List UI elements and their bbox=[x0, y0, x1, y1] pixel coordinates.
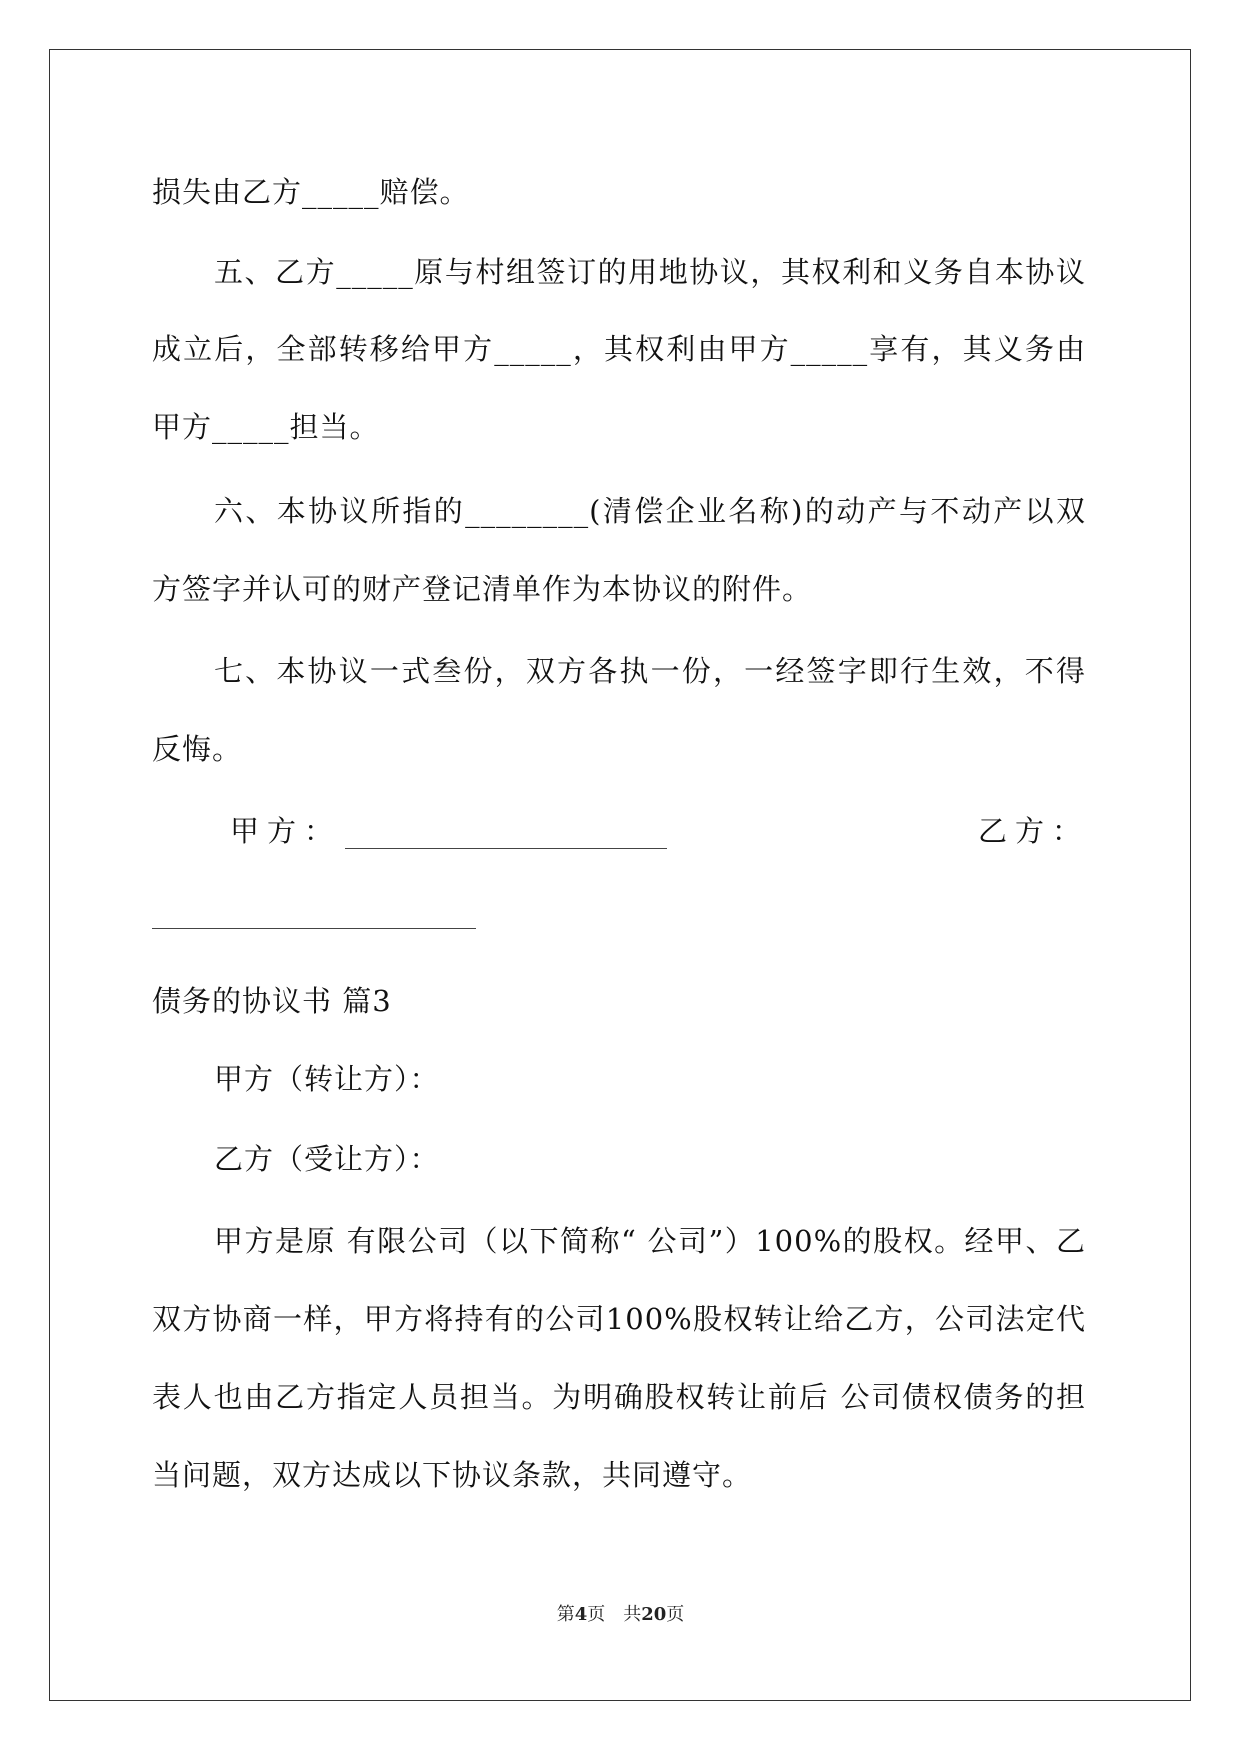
footer-prefix: 第 bbox=[556, 1604, 575, 1625]
current-page-number: 4 bbox=[574, 1604, 588, 1625]
page-footer bbox=[0, 1604, 1241, 1626]
paragraph-line: 双方协商一样，甲方将持有的公司100%股权转让给乙方，公司法定代 bbox=[152, 1302, 1086, 1336]
party-a-transferor-label: 甲方（转让方）： bbox=[214, 1062, 440, 1096]
paragraph-line: 甲方是原 有限公司（以下简称“ 公司”）100%的股权。经甲、乙 bbox=[214, 1224, 1086, 1258]
paragraph-line: 五、乙方_____原与村组签订的用地协议，其权利和义务自本协议 bbox=[214, 255, 1086, 289]
party-a-signature-label: 甲方： bbox=[230, 814, 342, 848]
paragraph-line: 当问题，双方达成以下协议条款，共同遵守。 bbox=[152, 1458, 753, 1492]
paragraph-line: 六、本协议所指的________(清偿企业名称)的动产与不动产以双 bbox=[214, 494, 1086, 528]
page-border bbox=[49, 49, 1191, 1701]
party-b-signature-line bbox=[152, 928, 476, 929]
party-b-signature-label: 乙方： bbox=[978, 814, 1090, 848]
section-heading: 债务的协议书 篇3 bbox=[152, 984, 392, 1018]
paragraph-line: 七、本协议一式叁份，双方各执一份，一经签字即行生效，不得 bbox=[214, 654, 1086, 688]
paragraph-line: 反悔。 bbox=[152, 732, 243, 766]
paragraph-line: 表人也由乙方指定人员担当。为明确股权转让前后 公司债权债务的担 bbox=[152, 1380, 1086, 1414]
paragraph-line: 损失由乙方_____赔偿。 bbox=[152, 175, 470, 209]
paragraph-line: 成立后，全部转移给甲方_____，其权利由甲方_____享有，其义务由 bbox=[152, 332, 1086, 366]
paragraph-line: 甲方_____担当。 bbox=[152, 410, 380, 444]
party-a-signature-line bbox=[345, 848, 667, 849]
footer-suffix: 页 bbox=[666, 1604, 685, 1625]
paragraph-line: 方签字并认可的财产登记清单作为本协议的附件。 bbox=[152, 572, 813, 606]
footer-middle: 页 共 bbox=[587, 1604, 642, 1625]
party-b-transferee-label: 乙方（受让方）： bbox=[214, 1142, 440, 1176]
total-page-count: 20 bbox=[641, 1604, 667, 1625]
